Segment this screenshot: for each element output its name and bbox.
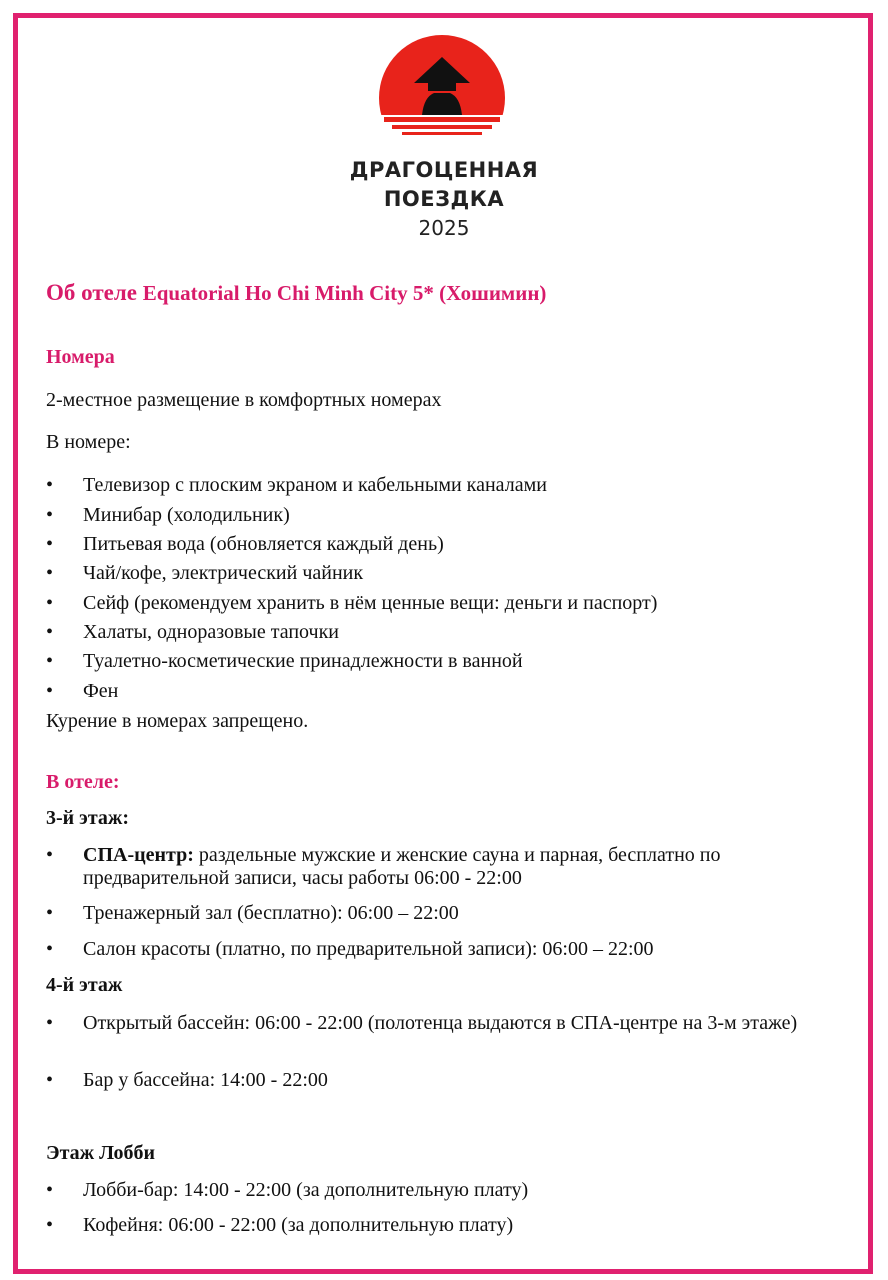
bullet: • [46,1069,54,1091]
bullet: • [46,504,54,526]
list-item-text: Питьевая вода (обновляется каждый день) [83,533,444,555]
bullet: • [46,1179,54,1201]
floor3-label: 3-й этаж: [46,807,130,829]
list-item-text: Халаты, одноразовые тапочки [83,621,339,643]
bullet: • [46,1214,54,1236]
spa-text: раздельные мужские и женские сауна и парная, бесплатно по предварительной записи, часы работы 06:00 - 22:00 [83,844,721,889]
list-item-text: Телевизор с плоским экраном и кабельными каналами [83,474,547,496]
bullet: • [46,650,54,672]
bullet: • [46,474,54,496]
bullet: • [46,533,54,555]
bullet: • [46,562,54,584]
list-item-text: Чай/кофе, электрический чайник [83,562,364,584]
rooms-heading: Номера [46,346,115,368]
brand-year: 2025 [418,216,470,240]
bullet: • [46,621,54,643]
brand-line-1: ДРАГОЦЕННАЯ [349,158,539,182]
smoking-note: Курение в номерах запрещено. [46,710,309,732]
bullet: • [46,902,54,924]
list-item-text: Фен [83,680,119,702]
floor4-label: 4-й этаж [46,974,123,996]
hotel-title-prefix: Об отеле [46,280,137,305]
list-item-text: Кофейня: 06:00 - 22:00 (за дополнительную плату) [83,1214,514,1236]
bullet: • [46,592,54,614]
bullet: • [46,938,54,960]
hotel-title [46,280,546,306]
list-item-text: Бар у бассейна: 14:00 - 22:00 [83,1069,328,1091]
list-item-text [83,844,843,890]
brand-line-2: ПОЕЗДКА [383,187,505,211]
list-item-text: Лобби-бар: 14:00 - 22:00 (за дополнительную плату) [83,1179,529,1201]
list-item-text: Минибар (холодильник) [83,504,290,526]
bullet: • [46,680,54,702]
sun-pagoda-logo-icon [370,35,520,145]
in-room-label: В номере: [46,431,131,453]
list-item-text: Туалетно-косметические принадлежности в ванной [83,650,523,672]
rooms-intro: 2-местное размещение в комфортных номерах [46,389,442,411]
hotel-title-name: Equatorial Ho Chi Minh City 5* (Хошимин) [142,281,547,305]
list-item-text: Тренажерный зал (бесплатно): 06:00 – 22:00 [83,902,459,924]
bullet: • [46,1012,54,1034]
in-hotel-heading: В отеле: [46,771,120,793]
list-item-text: Открытый бассейн: 06:00 - 22:00 (полотенца выдаются в СПА-центре на 3-м этаже) [83,1012,798,1034]
list-item-text: Салон красоты (платно, по предварительной записи): 06:00 – 22:00 [83,938,654,960]
lobby-label: Этаж Лобби [46,1142,156,1164]
spa-label: СПА-центр: [83,844,194,866]
bullet: • [46,844,54,866]
list-item-text: Сейф (рекомендуем хранить в нём ценные вещи: деньги и паспорт) [83,592,658,614]
